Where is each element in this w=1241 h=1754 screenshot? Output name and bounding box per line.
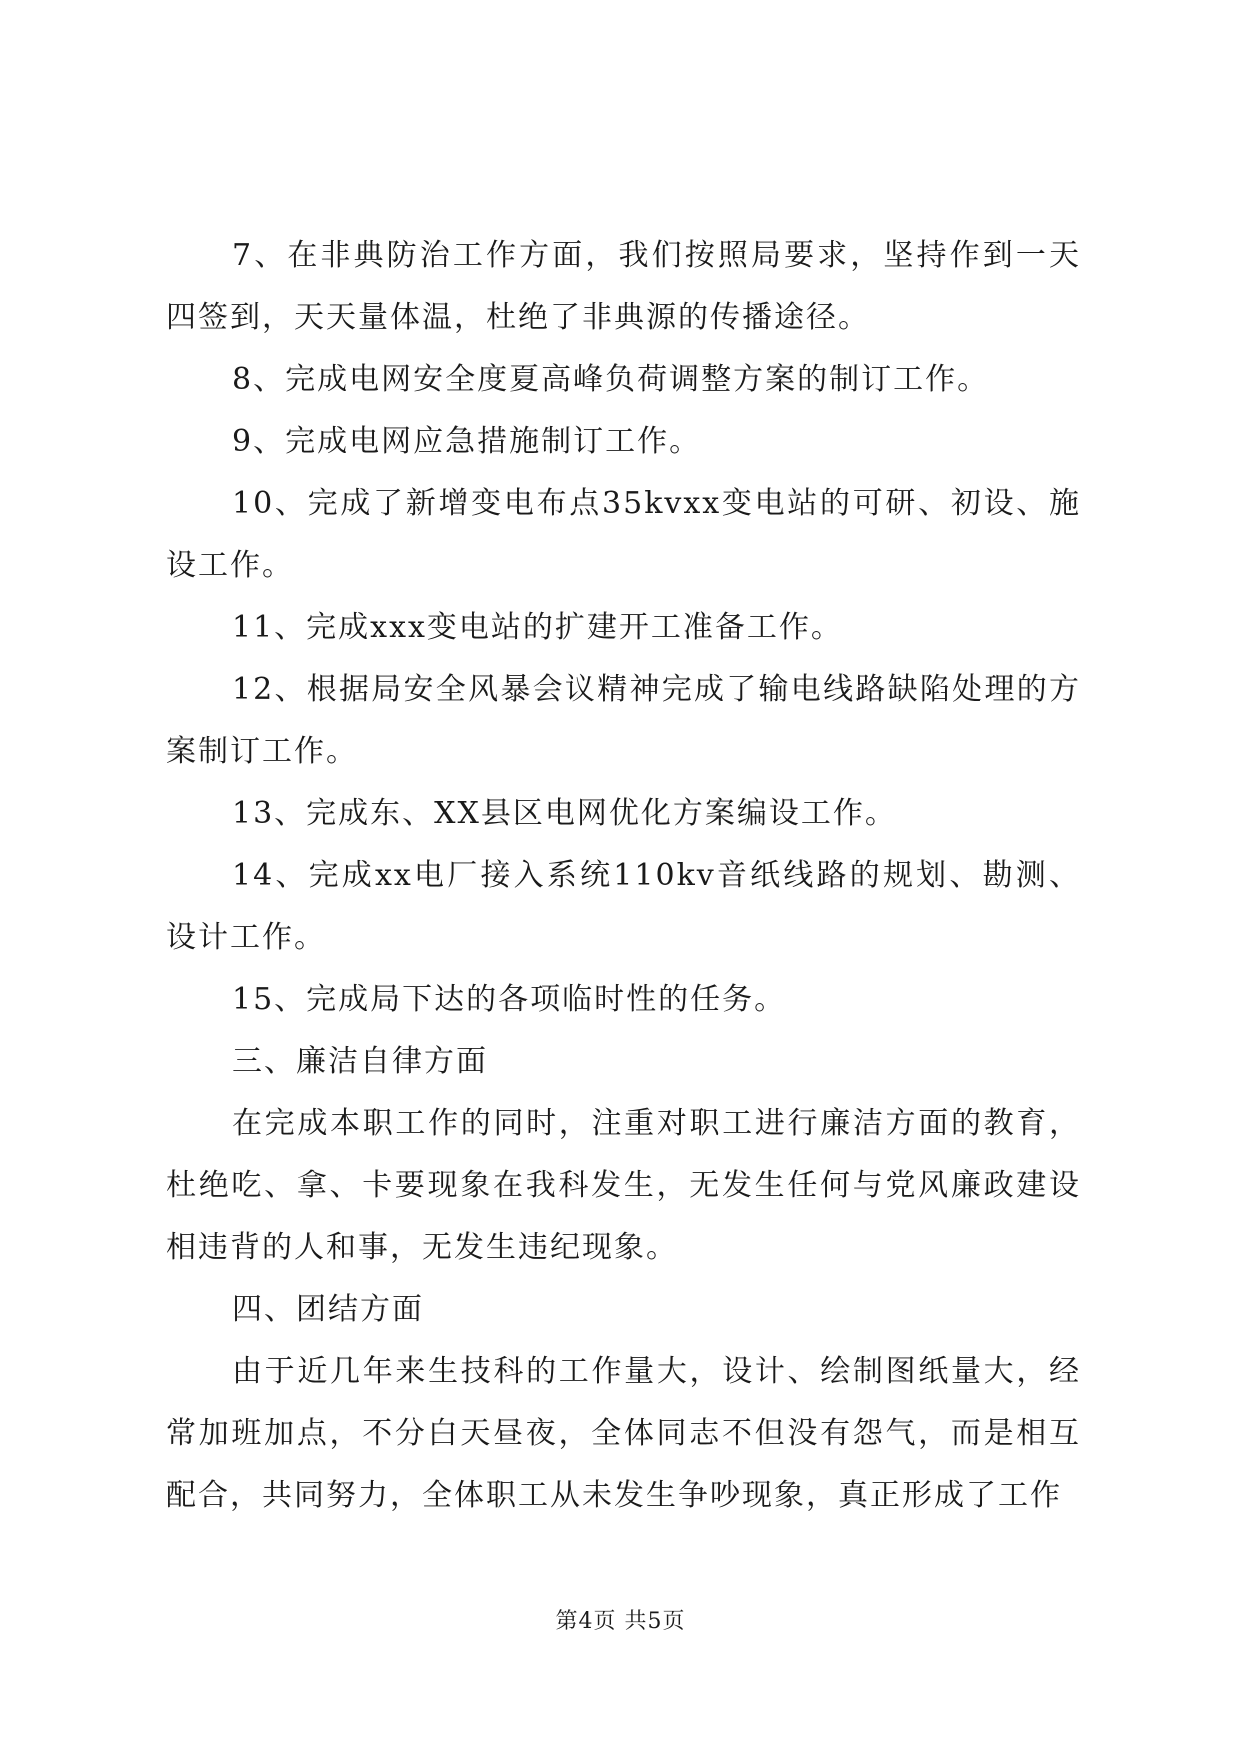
paragraph-integrity: 在完成本职工作的同时，注重对职工进行廉洁方面的教育，杜绝吃、拿、卡要现象在我科发生，无发生任何与党风廉政建设相违背的人和事，无发生违纪现象。 (166, 1106, 1081, 1265)
paragraph-item-12: 12、根据局安全风暴会议精神完成了输电线路缺陷处理的方案制订工作。 (166, 672, 1081, 769)
page-number-footer: 第4页 共5页 (555, 1609, 686, 1634)
section-heading-unity: 四、团结方面 (232, 1292, 424, 1327)
paragraph-item-14: 14、完成xx电厂接入系统110kv音纸线路的规划、勘测、设计工作。 (166, 858, 1081, 955)
paragraph-item-15: 15、完成局下达的各项临时性的任务。 (232, 982, 787, 1017)
paragraph-unity: 由于近几年来生技科的工作量大，设计、绘制图纸量大，经常加班加点，不分白天昼夜，全体同志不但没有怨气，而是相互配合，共同努力，全体职工从未发生争吵现象，真正形成了工作 (166, 1354, 1081, 1513)
paragraph-item-11: 11、完成xxx变电站的扩建开工准备工作。 (232, 610, 843, 645)
paragraph-item-10: 10、完成了新增变电布点35kvxx变电站的可研、初设、施设工作。 (166, 486, 1081, 583)
paragraph-item-8: 8、完成电网安全度夏高峰负荷调整方案的制订工作。 (232, 362, 990, 397)
paragraph-item-13: 13、完成东、XX县区电网优化方案编设工作。 (232, 796, 897, 831)
document-body (166, 225, 1081, 1527)
paragraph-item-9: 9、完成电网应急措施制订工作。 (232, 424, 702, 459)
paragraph-item-7: 7、在非典防治工作方面，我们按照局要求，坚持作到一天四签到，天天量体温，杜绝了非典源的传播途径。 (166, 238, 1081, 335)
section-heading-integrity: 三、廉洁自律方面 (232, 1044, 488, 1079)
